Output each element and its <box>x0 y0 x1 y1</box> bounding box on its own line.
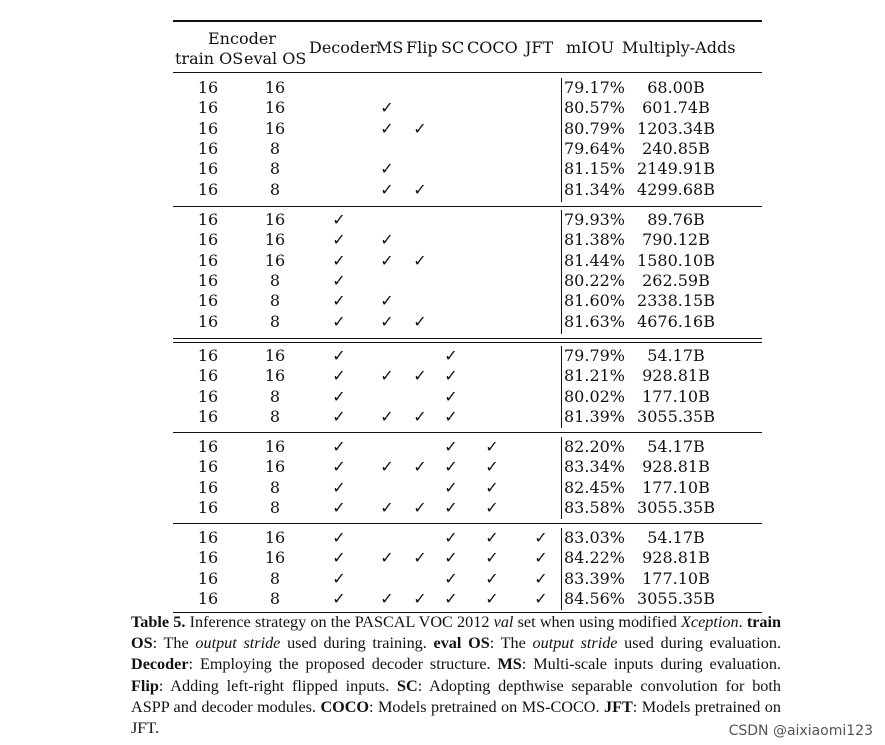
group-rule-1 <box>173 206 762 207</box>
caption-eval-os: eval OS <box>433 634 490 653</box>
caption-val: val <box>493 613 514 631</box>
checkmark-icon: ✓ <box>380 406 394 426</box>
cell-multiply-adds: 177.10B <box>642 568 710 588</box>
table-top-rule <box>173 20 762 22</box>
checkmark-icon: ✓ <box>380 311 394 331</box>
cell-miou: 84.22% <box>564 548 626 568</box>
cell-miou: 79.64% <box>564 138 626 158</box>
checkmark-icon: ✓ <box>413 588 427 608</box>
cell-eval-os: 16 <box>264 346 286 365</box>
checkmark-icon: ✓ <box>332 366 346 386</box>
cell-miou: 81.34% <box>564 179 626 199</box>
checkmark-icon: ✓ <box>485 457 499 477</box>
cell-multiply-adds: 928.81B <box>642 548 710 568</box>
checkmark-icon: ✓ <box>413 457 427 477</box>
checkmark-icon: ✓ <box>380 118 394 138</box>
caption-text: used during training. <box>280 634 434 653</box>
checkmark-icon: ✓ <box>380 98 394 118</box>
cell-eval-os: 8 <box>269 568 281 588</box>
caption-text: : The <box>489 634 533 653</box>
header-sc: SC <box>441 38 465 57</box>
cell-miou: 79.17% <box>564 78 626 97</box>
checkmark-icon: ✓ <box>380 250 394 270</box>
checkmark-icon: ✓ <box>413 366 427 386</box>
cell-train-os: 16 <box>197 250 219 270</box>
column-separator <box>561 210 562 334</box>
caption-text: : The <box>152 634 196 653</box>
checkmark-icon: ✓ <box>332 528 346 547</box>
cell-eval-os: 8 <box>269 386 281 406</box>
checkmark-icon: ✓ <box>444 406 458 426</box>
checkmark-icon: ✓ <box>444 366 458 386</box>
cell-miou: 81.15% <box>564 159 626 179</box>
checkmark-icon: ✓ <box>332 270 346 290</box>
checkmark-icon: ✓ <box>444 548 458 568</box>
cell-multiply-adds: 928.81B <box>642 457 710 477</box>
cell-eval-os: 8 <box>269 270 281 290</box>
cell-train-os: 16 <box>197 497 219 517</box>
cell-eval-os: 8 <box>269 179 281 199</box>
cell-miou: 84.56% <box>564 588 626 608</box>
checkmark-icon: ✓ <box>444 497 458 517</box>
checkmark-icon: ✓ <box>380 497 394 517</box>
checkmark-icon: ✓ <box>332 548 346 568</box>
checkmark-icon: ✓ <box>444 457 458 477</box>
header-ms: MS <box>376 38 404 57</box>
checkmark-icon: ✓ <box>444 477 458 497</box>
header-encoder: Encoder <box>208 29 276 48</box>
cell-train-os: 16 <box>197 78 219 97</box>
cell-eval-os: 16 <box>264 548 286 568</box>
caption-train-os: train OS <box>131 613 782 653</box>
checkmark-icon: ✓ <box>413 311 427 331</box>
cell-miou: 83.39% <box>564 568 626 588</box>
checkmark-icon: ✓ <box>332 291 346 311</box>
cell-miou: 79.93% <box>564 210 626 229</box>
cell-train-os: 16 <box>197 230 219 250</box>
checkmark-icon: ✓ <box>534 548 548 568</box>
column-separator <box>561 437 562 519</box>
cell-multiply-adds: 262.59B <box>642 270 710 290</box>
checkmark-icon: ✓ <box>380 548 394 568</box>
cell-eval-os: 8 <box>269 477 281 497</box>
cell-eval-os: 8 <box>269 311 281 331</box>
cell-miou: 80.57% <box>564 98 626 118</box>
cell-train-os: 16 <box>197 386 219 406</box>
checkmark-icon: ✓ <box>380 159 394 179</box>
caption-flip: Flip <box>131 676 159 695</box>
header-miou: mIOU <box>566 38 615 57</box>
checkmark-icon: ✓ <box>380 366 394 386</box>
checkmark-icon: ✓ <box>380 179 394 199</box>
cell-multiply-adds: 177.10B <box>642 477 710 497</box>
cell-multiply-adds: 54.17B <box>647 437 705 456</box>
checkmark-icon: ✓ <box>380 230 394 250</box>
cell-miou: 81.44% <box>564 250 626 270</box>
checkmark-icon: ✓ <box>485 568 499 588</box>
caption-sc: SC <box>397 676 418 695</box>
checkmark-icon: ✓ <box>332 210 346 229</box>
cell-multiply-adds: 2338.15B <box>637 291 715 311</box>
checkmark-icon: ✓ <box>485 437 499 456</box>
checkmark-icon: ✓ <box>485 497 499 517</box>
checkmark-icon: ✓ <box>380 588 394 608</box>
cell-eval-os: 16 <box>264 210 286 229</box>
checkmark-icon: ✓ <box>485 528 499 547</box>
checkmark-icon: ✓ <box>534 528 548 547</box>
column-separator <box>561 528 562 610</box>
table-caption <box>131 612 781 739</box>
checkmark-icon: ✓ <box>534 568 548 588</box>
cell-multiply-adds: 89.76B <box>647 210 705 229</box>
cell-eval-os: 16 <box>264 78 286 97</box>
cell-eval-os: 16 <box>264 118 286 138</box>
group-rule-2a <box>173 338 762 339</box>
cell-eval-os: 16 <box>264 366 286 386</box>
cell-miou: 81.39% <box>564 406 626 426</box>
caption-text: set when using modified <box>513 613 682 631</box>
cell-eval-os: 8 <box>269 497 281 517</box>
cell-miou: 82.45% <box>564 477 626 497</box>
caption-text: used during evaluation. <box>617 634 781 653</box>
caption-text: : Adding left-right flipped inputs. <box>158 676 398 695</box>
cell-train-os: 16 <box>197 138 219 158</box>
cell-multiply-adds: 240.85B <box>642 138 710 158</box>
cell-multiply-adds: 3055.35B <box>637 497 715 517</box>
checkmark-icon: ✓ <box>485 588 499 608</box>
header-decoder: Decoder <box>309 38 378 57</box>
checkmark-icon: ✓ <box>444 437 458 456</box>
cell-eval-os: 16 <box>264 230 286 250</box>
checkmark-icon: ✓ <box>444 386 458 406</box>
checkmark-icon: ✓ <box>413 118 427 138</box>
header-rule <box>173 72 762 73</box>
checkmark-icon: ✓ <box>332 406 346 426</box>
checkmark-icon: ✓ <box>534 588 548 608</box>
caption-text: : Employing the proposed decoder structure. <box>188 655 498 674</box>
cell-eval-os: 16 <box>264 528 286 547</box>
cell-eval-os: 8 <box>269 588 281 608</box>
cell-multiply-adds: 177.10B <box>642 386 710 406</box>
cell-multiply-adds: 1203.34B <box>637 118 715 138</box>
cell-eval-os: 8 <box>269 159 281 179</box>
caption-decoder: Decoder <box>131 655 189 674</box>
cell-miou: 81.21% <box>564 366 626 386</box>
cell-train-os: 16 <box>197 477 219 497</box>
checkmark-icon: ✓ <box>444 568 458 588</box>
cell-train-os: 16 <box>197 366 219 386</box>
cell-train-os: 16 <box>197 98 219 118</box>
header-eval-os: eval OS <box>244 49 307 68</box>
caption-text: . <box>738 613 747 631</box>
caption-text: : Models pretrained on MS-COCO. <box>369 697 604 716</box>
cell-multiply-adds: 54.17B <box>647 528 705 547</box>
cell-multiply-adds: 54.17B <box>647 346 705 365</box>
header-train-os: train OS <box>175 49 244 68</box>
checkmark-icon: ✓ <box>332 386 346 406</box>
checkmark-icon: ✓ <box>332 497 346 517</box>
group-rule-4 <box>173 523 762 524</box>
column-separator <box>561 346 562 428</box>
cell-miou: 80.02% <box>564 386 626 406</box>
column-separator <box>561 78 562 202</box>
cell-multiply-adds: 790.12B <box>642 230 710 250</box>
cell-eval-os: 8 <box>269 138 281 158</box>
header-multiply-adds: Multiply-Adds <box>622 38 736 57</box>
cell-train-os: 16 <box>197 270 219 290</box>
caption-output-stride: output stride <box>532 634 618 653</box>
cell-train-os: 16 <box>197 588 219 608</box>
cell-multiply-adds: 4676.16B <box>637 311 715 331</box>
caption-text: Inference strategy on the PASCAL VOC 2012 <box>185 613 494 631</box>
cell-miou: 81.60% <box>564 291 626 311</box>
header-coco: COCO <box>467 38 518 57</box>
cell-train-os: 16 <box>197 179 219 199</box>
header-flip: Flip <box>406 38 438 57</box>
group-rule-3 <box>173 432 762 433</box>
group-rule-2b <box>173 342 762 343</box>
cell-miou: 80.22% <box>564 270 626 290</box>
cell-miou: 82.20% <box>564 437 626 456</box>
cell-eval-os: 16 <box>264 98 286 118</box>
checkmark-icon: ✓ <box>332 477 346 497</box>
cell-train-os: 16 <box>197 528 219 547</box>
cell-multiply-adds: 2149.91B <box>637 159 715 179</box>
cell-eval-os: 16 <box>264 250 286 270</box>
caption-text: : Adopting depthwise separable convolution for both ASPP and decoder modules. <box>131 676 781 716</box>
checkmark-icon: ✓ <box>332 230 346 250</box>
checkmark-icon: ✓ <box>413 497 427 517</box>
cell-multiply-adds: 928.81B <box>642 366 710 386</box>
caption-output-stride: output stride <box>195 634 281 653</box>
cell-miou: 83.58% <box>564 497 626 517</box>
cell-train-os: 16 <box>197 210 219 229</box>
caption-text: : Multi-scale inputs during evaluation. <box>521 655 781 674</box>
caption-xception: Xception <box>681 613 739 631</box>
checkmark-icon: ✓ <box>332 437 346 456</box>
cell-miou: 80.79% <box>564 118 626 138</box>
cell-train-os: 16 <box>197 311 219 331</box>
checkmark-icon: ✓ <box>332 568 346 588</box>
checkmark-icon: ✓ <box>444 528 458 547</box>
cell-multiply-adds: 3055.35B <box>637 406 715 426</box>
cell-miou: 81.38% <box>564 230 626 250</box>
checkmark-icon: ✓ <box>413 250 427 270</box>
caption-label: Table 5. <box>131 613 186 631</box>
cell-multiply-adds: 3055.35B <box>637 588 715 608</box>
cell-miou: 79.79% <box>564 346 626 365</box>
checkmark-icon: ✓ <box>413 548 427 568</box>
caption-text: : Models pretrained on JFT. <box>131 697 781 738</box>
cell-eval-os: 8 <box>269 291 281 311</box>
cell-multiply-adds: 601.74B <box>642 98 710 118</box>
caption-jft: JFT <box>603 697 633 716</box>
checkmark-icon: ✓ <box>332 346 346 365</box>
cell-train-os: 16 <box>197 159 219 179</box>
cell-miou: 81.63% <box>564 311 626 331</box>
cell-train-os: 16 <box>197 406 219 426</box>
cell-train-os: 16 <box>197 346 219 365</box>
cell-train-os: 16 <box>197 291 219 311</box>
cell-train-os: 16 <box>197 457 219 477</box>
cell-eval-os: 16 <box>264 437 286 456</box>
checkmark-icon: ✓ <box>413 406 427 426</box>
checkmark-icon: ✓ <box>332 250 346 270</box>
checkmark-icon: ✓ <box>444 346 458 365</box>
checkmark-icon: ✓ <box>485 548 499 568</box>
checkmark-icon: ✓ <box>380 291 394 311</box>
caption-ms: MS <box>497 655 522 674</box>
cell-multiply-adds: 68.00B <box>647 78 705 97</box>
checkmark-icon: ✓ <box>413 179 427 199</box>
cell-eval-os: 16 <box>264 457 286 477</box>
cell-miou: 83.34% <box>564 457 626 477</box>
watermark: CSDN @aixiaomi123 <box>728 723 873 739</box>
cell-train-os: 16 <box>197 437 219 456</box>
header-jft: JFT <box>525 38 554 57</box>
cell-train-os: 16 <box>197 548 219 568</box>
cell-multiply-adds: 1580.10B <box>637 250 715 270</box>
checkmark-icon: ✓ <box>485 477 499 497</box>
cell-miou: 83.03% <box>564 528 626 547</box>
cell-train-os: 16 <box>197 568 219 588</box>
cell-multiply-adds: 4299.68B <box>637 179 715 199</box>
checkmark-icon: ✓ <box>332 457 346 477</box>
caption-coco: COCO <box>320 697 369 716</box>
checkmark-icon: ✓ <box>444 588 458 608</box>
cell-eval-os: 8 <box>269 406 281 426</box>
checkmark-icon: ✓ <box>332 311 346 331</box>
checkmark-icon: ✓ <box>380 457 394 477</box>
cell-train-os: 16 <box>197 118 219 138</box>
checkmark-icon: ✓ <box>332 588 346 608</box>
